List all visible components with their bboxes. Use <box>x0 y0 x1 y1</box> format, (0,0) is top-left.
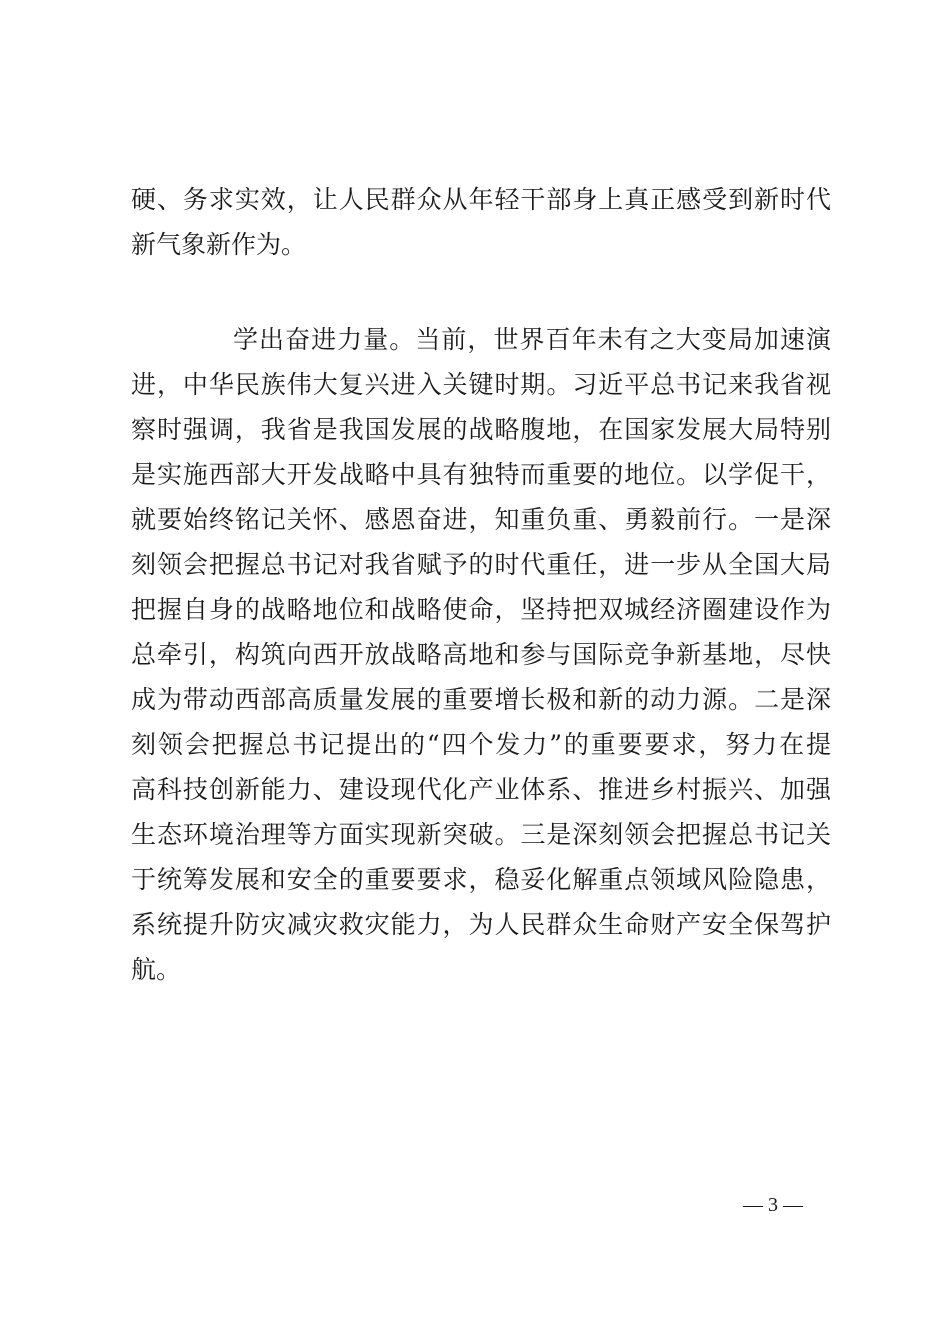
paragraph-1-line-1: 硬、务求实效，让人民群众从年轻干部身上真正感受到新时代 <box>131 185 831 214</box>
paragraph-2-line-5: 就要始终铭记关怀、感恩奋进，知重负重、勇毅前行。一是深 <box>131 505 831 534</box>
paragraph-2-line-1: 学出奋进力量。当前，世界百年未有之大变局加速演 <box>233 325 831 354</box>
paragraph-2-line-3: 察时强调，我省是我国发展的战略腹地，在国家发展大局特别 <box>131 415 831 444</box>
paragraph-2-line-7: 把握自身的战略地位和战略使命，坚持把双城经济圈建设作为 <box>131 595 831 624</box>
paragraph-2-line-4: 是实施西部大开发战略中具有独特而重要的地位。以学促干， <box>131 460 831 489</box>
paragraph-2-line-2: 进，中华民族伟大复兴进入关键时期。习近平总书记来我省视 <box>131 370 831 399</box>
paragraph-1-line-2: 新气象新作为。 <box>131 230 307 259</box>
paragraph-2-line-14: 系统提升防灾减灾救灾能力，为人民群众生命财产安全保驾护 <box>131 910 831 939</box>
paragraph-2-line-15: 航。 <box>131 955 182 984</box>
paragraph-2-line-6: 刻领会把握总书记对我省赋予的时代重任，进一步从全国大局 <box>131 550 831 579</box>
paragraph-2-line-12: 生态环境治理等方面实现新突破。三是深刻领会把握总书记关 <box>131 820 831 849</box>
paragraph-2-line-9: 成为带动西部高质量发展的重要增长极和新的动力源。二是深 <box>131 685 831 714</box>
paragraph-2-line-13: 于统筹发展和安全的重要要求，稳妥化解重点领域风险隐患， <box>131 865 831 894</box>
paragraph-2-line-11: 高科技创新能力、建设现代化产业体系、推进乡村振兴、加强 <box>131 775 831 804</box>
page-number: — 3 — <box>743 1194 803 1216</box>
paragraph-2-line-10: 刻领会把握总书记提出的“四个发力”的重要要求，努力在提 <box>131 730 831 759</box>
paragraph-2-line-8: 总牵引，构筑向西开放战略高地和参与国际竞争新基地，尽快 <box>131 640 831 669</box>
